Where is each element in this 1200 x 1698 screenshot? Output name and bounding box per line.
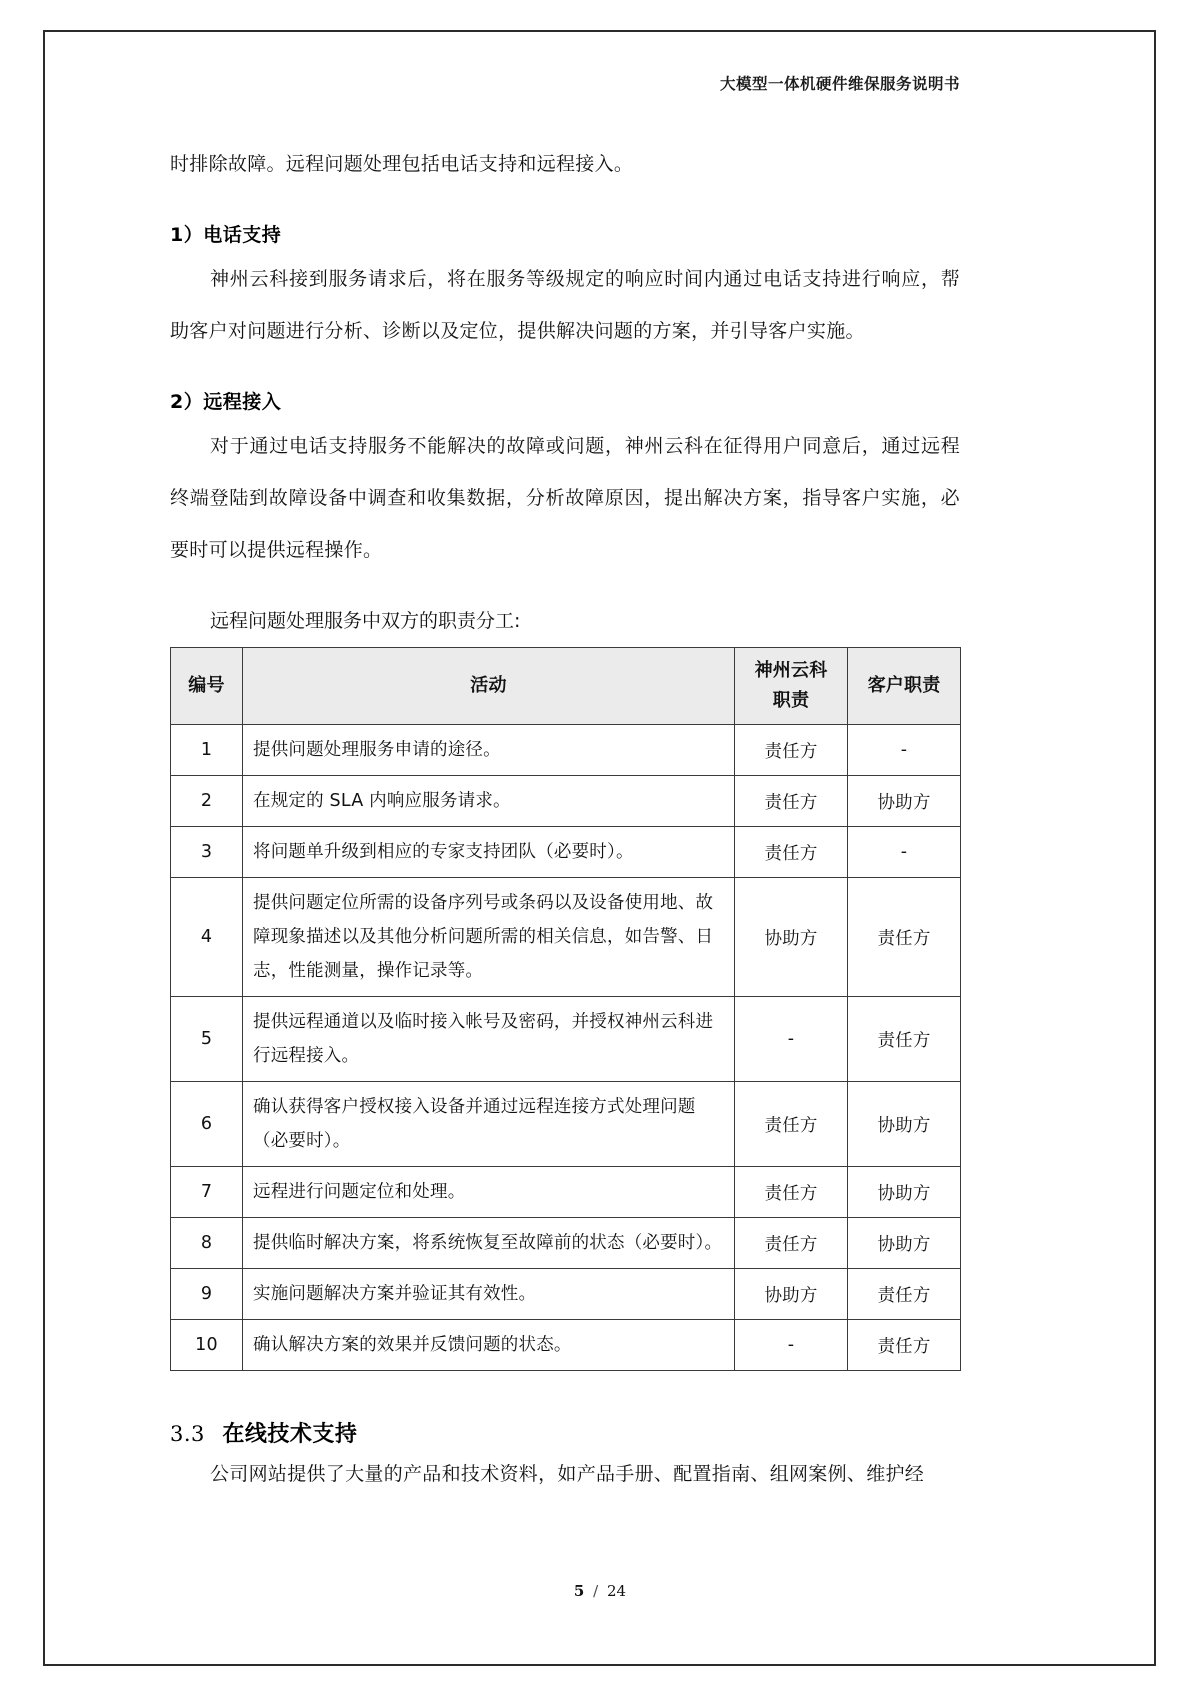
cell-customer-role: 责任方: [848, 1320, 961, 1371]
cell-activity: 实施问题解决方案并验证其有效性。: [243, 1269, 735, 1320]
section-heading: [170, 1417, 960, 1448]
cell-customer-role: 协助方: [848, 776, 961, 827]
page-content: [170, 72, 960, 1500]
cell-activity: 确认获得客户授权接入设备并通过远程连接方式处理问题（必要时）。: [243, 1082, 735, 1167]
cell-no: 5: [171, 997, 243, 1082]
cell-activity: 远程进行问题定位和处理。: [243, 1167, 735, 1218]
table-body: [171, 725, 961, 1371]
cell-customer-role: -: [848, 827, 961, 878]
cell-sy-role: 责任方: [735, 827, 848, 878]
table-row: [171, 878, 961, 997]
column-header-activity: 活动: [243, 648, 735, 725]
cell-customer-role: 责任方: [848, 878, 961, 997]
cell-customer-role: 责任方: [848, 997, 961, 1082]
cell-sy-role: -: [735, 1320, 848, 1371]
footer-current-page: 5: [573, 1582, 585, 1600]
cell-customer-role: 协助方: [848, 1082, 961, 1167]
cell-no: 7: [171, 1167, 243, 1218]
cell-activity: 提供临时解决方案，将系统恢复至故障前的状态（必要时）。: [243, 1218, 735, 1269]
column-header-sy-line2: 职责: [772, 690, 810, 711]
cell-activity: 提供问题定位所需的设备序列号或条码以及设备使用地、故障现象描述以及其他分析问题所需的相关信息，如告警、日志，性能测量，操作记录等。: [243, 878, 735, 997]
cell-sy-role: 责任方: [735, 776, 848, 827]
continued-paragraph: 时排除故障。远程问题处理包括电话支持和远程接入。: [170, 153, 634, 175]
section-title-text: 在线技术支持: [222, 1422, 358, 1447]
footer-separator: /: [593, 1582, 599, 1600]
cell-no: 9: [171, 1269, 243, 1320]
table-row: [171, 1320, 961, 1371]
cell-sy-role: -: [735, 997, 848, 1082]
table-row: [171, 1269, 961, 1320]
cell-activity: 确认解决方案的效果并反馈问题的状态。: [243, 1320, 735, 1371]
table-header-row: [171, 648, 961, 725]
cell-activity: 提供远程通道以及临时接入帐号及密码，并授权神州云科进行远程接入。: [243, 997, 735, 1082]
cell-sy-role: 协助方: [735, 1269, 848, 1320]
cell-activity: 将问题单升级到相应的专家支持团队（必要时）。: [243, 827, 735, 878]
cell-sy-role: 协助方: [735, 878, 848, 997]
footer-total-pages: 24: [606, 1582, 627, 1600]
section-number: 3.3: [170, 1422, 205, 1446]
table-row: [171, 1082, 961, 1167]
cell-sy-role: 责任方: [735, 1167, 848, 1218]
column-header-no: 编号: [171, 648, 243, 725]
page-footer: [0, 1582, 1200, 1600]
cell-no: 6: [171, 1082, 243, 1167]
responsibility-table: [170, 647, 961, 1371]
table-row: [171, 827, 961, 878]
cell-customer-role: 责任方: [848, 1269, 961, 1320]
cell-no: 4: [171, 878, 243, 997]
column-header-customer-responsibility: 客户职责: [848, 648, 961, 725]
table-row: [171, 725, 961, 776]
cell-no: 3: [171, 827, 243, 878]
cell-no: 2: [171, 776, 243, 827]
cell-activity: 在规定的 SLA 内响应服务请求。: [243, 776, 735, 827]
paragraph-remote-access: 对于通过电话支持服务不能解决的故障或问题，神州云科在征得用户同意后，通过远程终端登陆到故障设备中调查和收集数据，分析故障原因，提出解决方案，指导客户实施，必要时可以提供远程操作。: [170, 435, 960, 561]
list-heading-1: 1）电话支持: [170, 224, 282, 246]
cell-customer-role: 协助方: [848, 1218, 961, 1269]
paragraph-phone-support: 神州云科接到服务请求后，将在服务等级规定的响应时间内通过电话支持进行响应，帮助客户对问题进行分析、诊断以及定位，提供解决问题的方案，并引导客户实施。: [170, 268, 960, 342]
cell-no: 1: [171, 725, 243, 776]
list-heading-2: 2）远程接入: [170, 391, 282, 413]
column-header-sy-line1: 神州云科: [754, 660, 828, 681]
cell-activity: 提供问题处理服务申请的途径。: [243, 725, 735, 776]
cell-customer-role: -: [848, 725, 961, 776]
cell-sy-role: 责任方: [735, 1082, 848, 1167]
paragraph-online-support: 公司网站提供了大量的产品和技术资料，如产品手册、配置指南、组网案例、维护经: [210, 1463, 925, 1485]
document-header-title: 大模型一体机硬件维保服务说明书: [719, 75, 960, 93]
cell-no: 8: [171, 1218, 243, 1269]
cell-no: 10: [171, 1320, 243, 1371]
table-row: [171, 1167, 961, 1218]
table-row: [171, 1218, 961, 1269]
table-row: [171, 997, 961, 1082]
table-caption: 远程问题处理服务中双方的职责分工:: [210, 610, 521, 632]
column-header-shenzhou-responsibility: [735, 648, 848, 725]
cell-sy-role: 责任方: [735, 725, 848, 776]
table-row: [171, 776, 961, 827]
cell-customer-role: 协助方: [848, 1167, 961, 1218]
cell-sy-role: 责任方: [735, 1218, 848, 1269]
